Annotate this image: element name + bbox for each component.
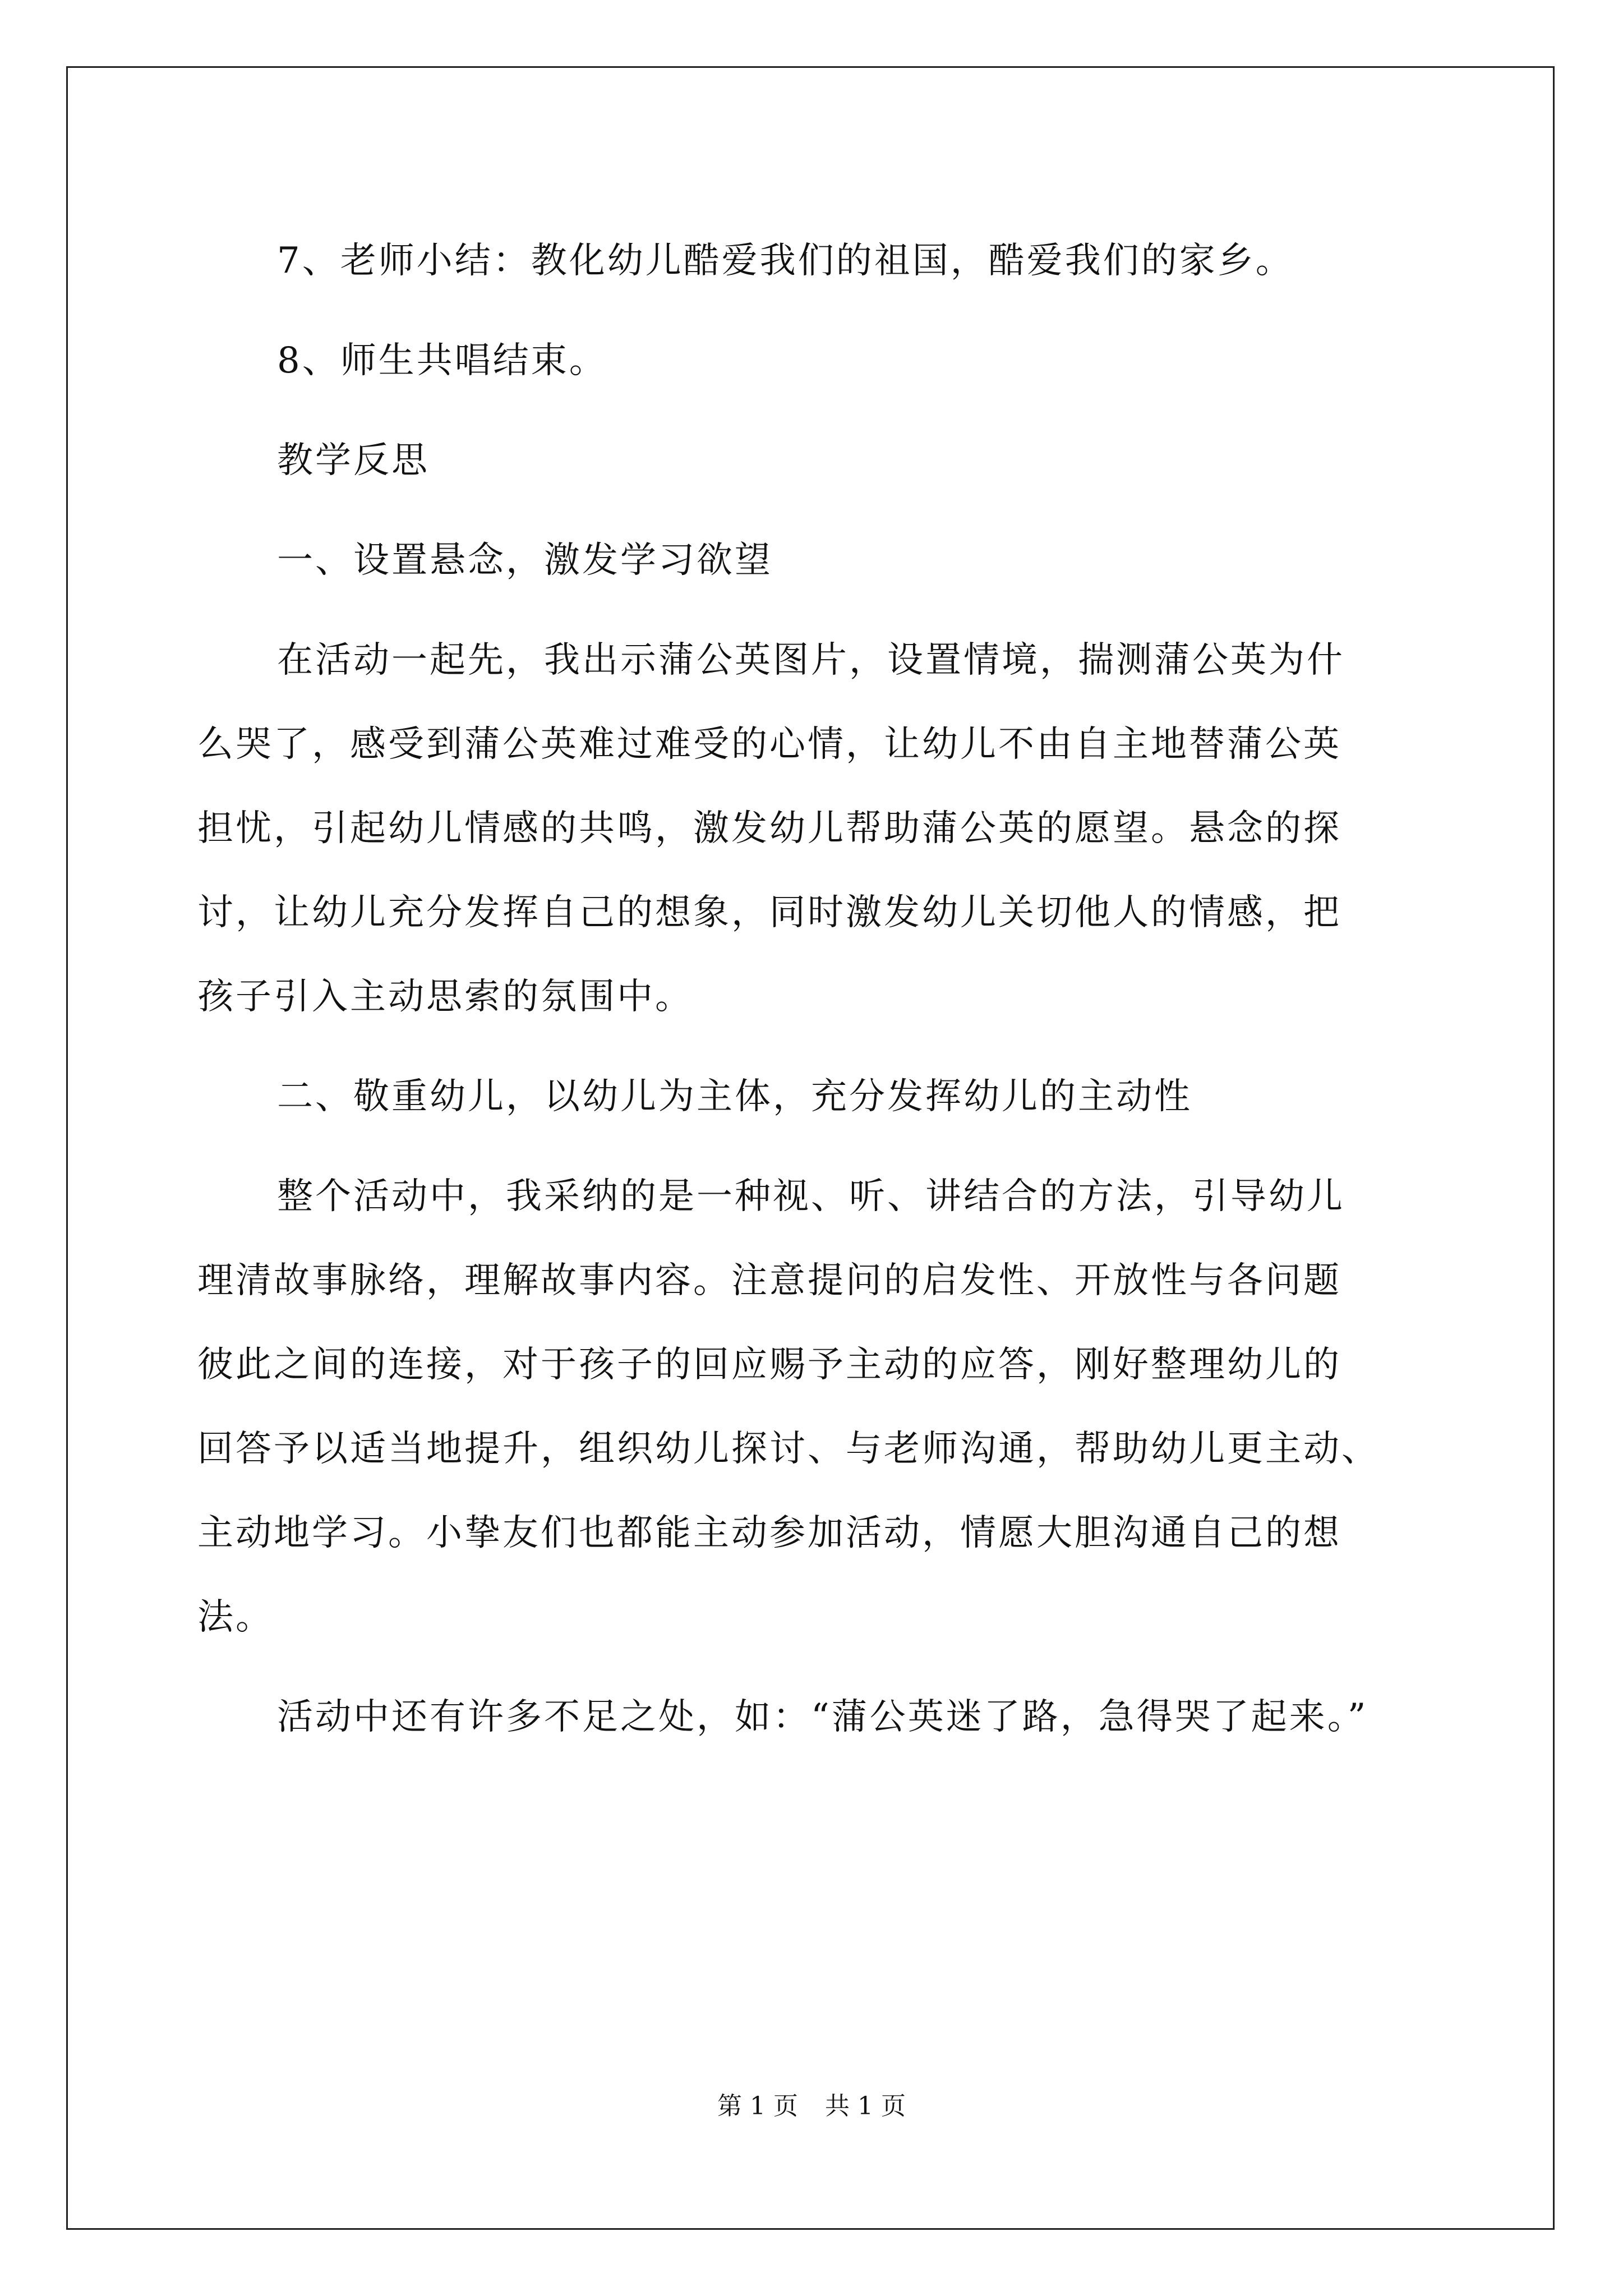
text-line: 孩子引入主动思索的氛围中。 (197, 976, 693, 1018)
text-line: 教学反思 (277, 440, 430, 481)
text-line: 整个活动中，我采纳的是一种视、听、讲结合的方法，引导幼儿 (277, 1176, 1345, 1217)
text-line: 活动中还有许多不足之处，如：“蒲公英迷了路，急得哭了起来。” (277, 1696, 1368, 1738)
page-footer (0, 2090, 1623, 2123)
paragraph-ending (197, 319, 1431, 403)
paragraph-activity (197, 1154, 1431, 1659)
text-line: 理清故事脉络，理解故事内容。注意提问的启发性、开放性与各问题 (197, 1260, 1341, 1301)
page-total: 共 1 页 (825, 2092, 906, 2120)
text-line: 么哭了，感受到蒲公英难过难受的心情，让幼儿不由自主地替蒲公英 (197, 724, 1341, 765)
page-number: 第 1 页 (717, 2092, 798, 2120)
text-line: 彼此之间的连接，对于孩子的回应赐予主动的应答，刚好整理幼儿的 (197, 1344, 1341, 1386)
document-body (197, 219, 1431, 1775)
subheading-two (197, 1055, 1431, 1139)
section-heading-reflection (197, 418, 1431, 503)
paragraph-suspense (197, 618, 1431, 1039)
subheading-one (197, 518, 1431, 602)
text-line: 二、敬重幼儿，以幼儿为主体，充分发挥幼儿的主动性 (277, 1076, 1192, 1117)
text-line: 在活动一起先，我出示蒲公英图片，设置情境，揣测蒲公英为什 (277, 639, 1345, 681)
text-line: 回答予以适当地提升，组织幼儿探讨、与老师沟通，帮助幼儿更主动、 (197, 1428, 1380, 1470)
text-line: 主动地学习。小挚友们也都能主动参加活动，情愿大胆沟通自己的想 (197, 1512, 1341, 1554)
text-line: 7、老师小结：教化幼儿酷爱我们的祖国，酷爱我们的家乡。 (277, 240, 1294, 282)
text-line: 担忧，引起幼儿情感的共鸣，激发幼儿帮助蒲公英的愿望。悬念的探 (197, 808, 1341, 849)
paragraph-shortcomings (197, 1675, 1431, 1759)
text-line: 一、设置悬念，激发学习欲望 (277, 540, 773, 581)
text-line: 8、师生共唱结束。 (277, 340, 607, 381)
text-line: 法。 (197, 1596, 274, 1638)
text-line: 讨，让幼儿充分发挥自己的想象，同时激发幼儿关切他人的情感，把 (197, 892, 1341, 933)
paragraph-summary (197, 219, 1431, 303)
